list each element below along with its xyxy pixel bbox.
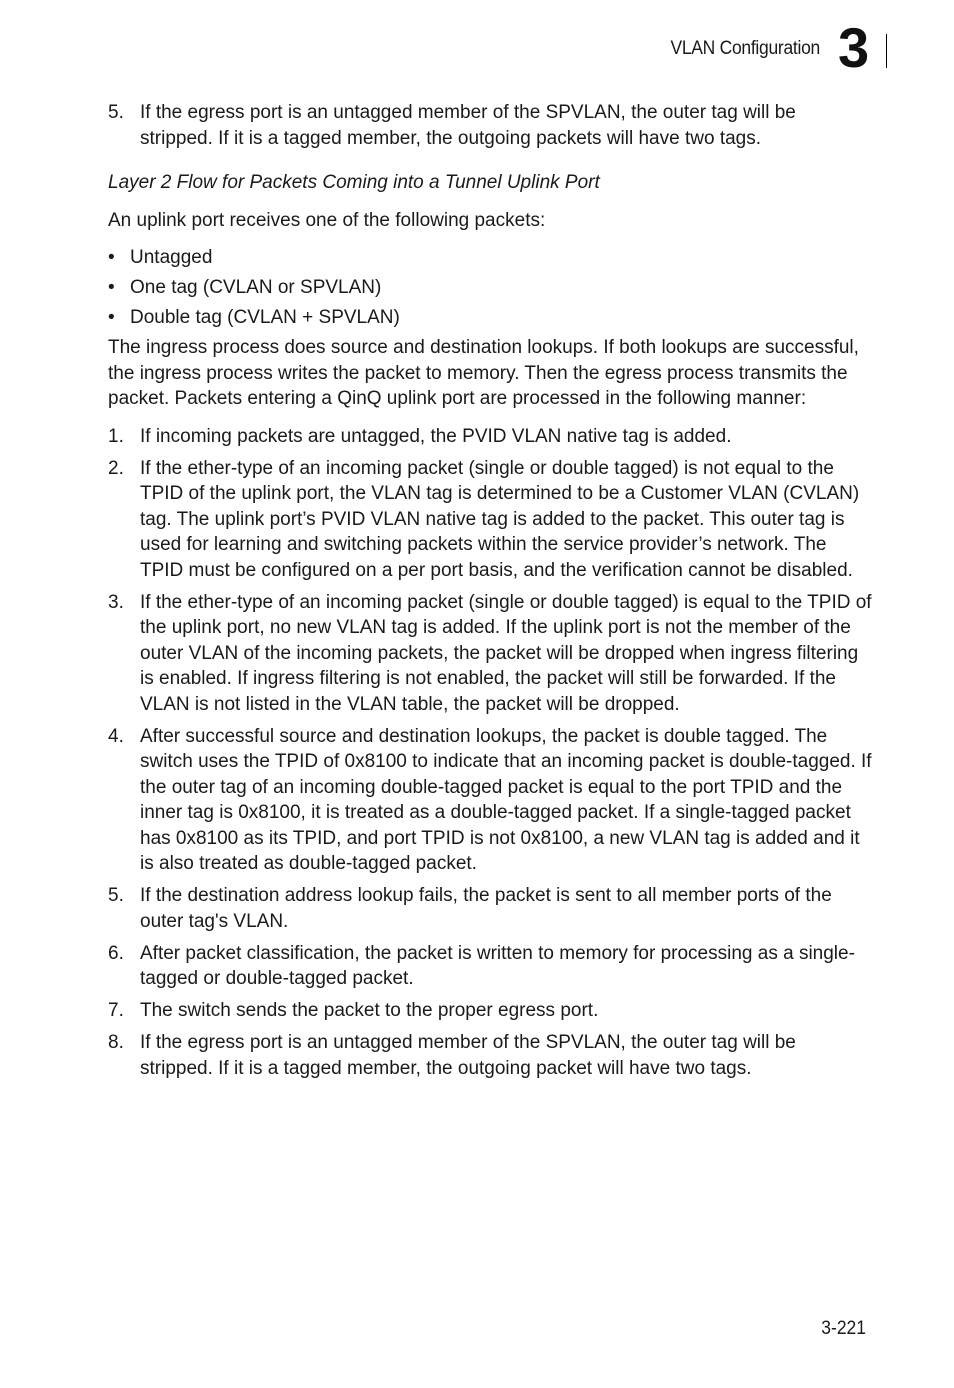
step-number: 6.	[108, 942, 124, 964]
chapter-divider	[886, 34, 887, 68]
bullet-icon: •	[108, 307, 115, 328]
list-item	[108, 1030, 872, 1081]
list-item	[108, 424, 872, 450]
process-paragraph: The ingress process does source and destination lookups. If both lookups are successful, the ingress process writes the packet to memory. Then the egress process transmits the packet. Packets entering a QinQ uplink port are processed in the following manner:	[108, 337, 859, 409]
page-body	[108, 100, 872, 1088]
step-text: If the ether-type of an incoming packet (single or double tagged) is equal to the TPID of the uplink port, no new VLAN tag is added. If the uplink port is not the member of the outer VLAN of the incoming packets, the packet will be dropped when ingress filtering is enabled. If ingress filtering is not enabled, the packet will still be forwarded. If the VLAN is not listed in the VLAN table, the packet will be dropped.	[140, 591, 872, 715]
step-text: If the egress port is an untagged member of the SPVLAN, the outer tag will be stripped. If it is a tagged member, the outgoing packet will have two tags.	[140, 1032, 796, 1079]
bullet-icon: •	[108, 247, 115, 268]
intro-paragraph: An uplink port receives one of the following packets:	[108, 209, 546, 231]
step-text: If the egress port is an untagged member of the SPVLAN, the outer tag will be stripped. If it is a tagged member, the outgoing packets will have two tags.	[140, 102, 796, 149]
list-item	[108, 100, 872, 151]
list-item	[108, 883, 872, 934]
step-text: After packet classification, the packet is written to memory for processing as a single-tagged or double-tagged packet.	[140, 942, 855, 989]
list-item	[108, 590, 872, 718]
bullet-text: Double tag (CVLAN + SPVLAN)	[130, 307, 400, 328]
uplink-step-list	[108, 424, 872, 1082]
section-subheading: Layer 2 Flow for Packets Coming into a Tunnel Uplink Port	[108, 172, 600, 193]
step-text: If the destination address lookup fails, the packet is sent to all member ports of the outer tag's VLAN.	[140, 885, 832, 932]
step-number: 5.	[108, 885, 124, 906]
list-item	[108, 245, 872, 271]
list-item	[108, 998, 872, 1024]
bullet-icon: •	[108, 277, 115, 298]
list-item	[108, 941, 872, 992]
list-item	[108, 275, 872, 301]
step-text: If the ether-type of an incoming packet (single or double tagged) is not equal to the TPID of the uplink port, the VLAN tag is determined to be a Customer VLAN (CVLAN) tag. The uplink port’s PVID VLAN native tag is added to the packet. This outer tag is used for learning and switching packets within the service provider’s network. The TPID must be configured on a per port basis, and the verification cannot be disabled.	[140, 457, 860, 581]
continued-step-list	[108, 100, 872, 151]
chapter-number: 3	[838, 16, 870, 79]
list-item	[108, 305, 872, 331]
step-number: 5.	[108, 102, 124, 123]
list-item	[108, 724, 872, 877]
step-text: If incoming packets are untagged, the PVID VLAN native tag is added.	[140, 425, 732, 447]
page-number: 3-221	[821, 1318, 866, 1339]
step-number: 4.	[108, 725, 124, 747]
step-number: 1.	[108, 425, 124, 447]
step-number: 2.	[108, 457, 124, 479]
bullet-text: One tag (CVLAN or SPVLAN)	[130, 277, 382, 298]
bullet-text: Untagged	[130, 247, 213, 268]
step-number: 3.	[108, 591, 124, 613]
step-text: After successful source and destination lookups, the packet is double tagged. The switch uses the TPID of 0x8100 to indicate that an incoming packet is double-tagged. If the outer tag of an incoming double-tagged packet is equal to the port TPID and the inner tag is 0x8100, it is treated as a double-tagged packet. If a single-tagged packet has 0x8100 as its TPID, and port TPID is not 0x8100, a new VLAN tag is added and it is also treated as double-tagged packet.	[140, 725, 872, 874]
step-text: The switch sends the packet to the proper egress port.	[140, 1000, 599, 1021]
packet-type-list	[108, 245, 872, 331]
step-number: 7.	[108, 1000, 124, 1021]
running-header-title: VLAN Configuration	[670, 38, 820, 59]
list-item	[108, 456, 872, 584]
step-number: 8.	[108, 1032, 124, 1053]
